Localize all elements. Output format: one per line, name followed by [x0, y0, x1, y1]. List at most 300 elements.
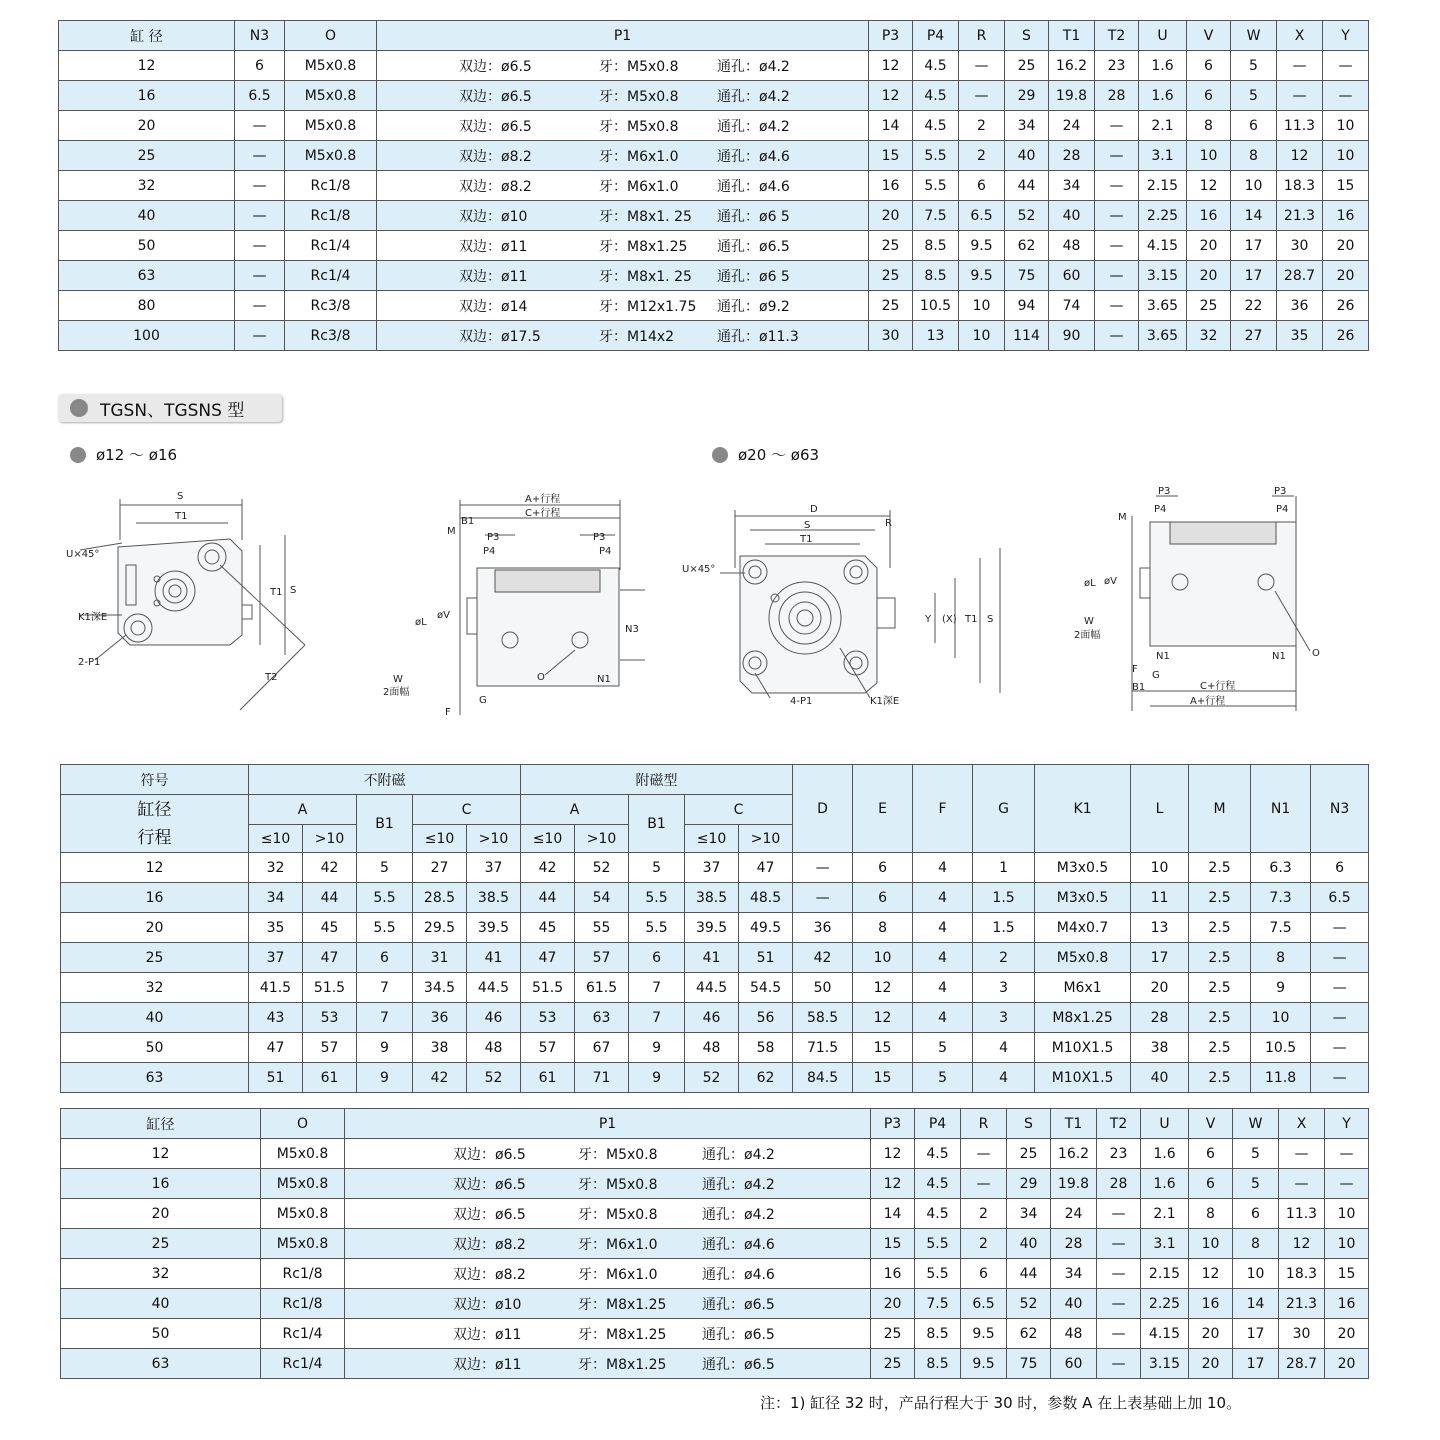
table-header-row: [61, 1109, 1369, 1139]
cell-p1: [345, 1139, 871, 1169]
p1-part: 牙：M8x1. 25: [599, 208, 692, 225]
table-cell: 20: [1325, 1349, 1369, 1379]
table-cell: 3.1: [1141, 1229, 1189, 1259]
p1-part: 牙：M8x1.25: [578, 1356, 667, 1373]
table-cell: 34: [1051, 1259, 1097, 1289]
table-row: [61, 853, 1369, 883]
dim-label: F: [1132, 664, 1138, 675]
table-cell: 7: [357, 1003, 413, 1033]
cell-p1: [377, 141, 869, 171]
table-cell: 24: [1049, 111, 1095, 141]
table-cell: 2.15: [1139, 171, 1187, 201]
p1-part: 通孔：ø6.5: [702, 1356, 775, 1373]
dim-label: U×45°: [682, 564, 716, 575]
p1-part: 牙：M6x1.0: [599, 148, 679, 165]
p1-part: 双边：ø6.5: [453, 1146, 526, 1163]
table-cell: 20: [1187, 261, 1231, 291]
table-cell: 94: [1005, 291, 1049, 321]
table-cell: 4.15: [1139, 231, 1187, 261]
table-cell: 50: [61, 1033, 249, 1063]
cell-p1: [345, 1229, 871, 1259]
table-cell: 4.5: [913, 51, 959, 81]
table-cell: 90: [1049, 321, 1095, 351]
table-cell: 25: [1005, 51, 1049, 81]
table-cell: 38: [413, 1033, 467, 1063]
header-cell: O: [261, 1109, 345, 1139]
table-cell: 28: [1097, 1169, 1141, 1199]
table-cell: 75: [1007, 1349, 1051, 1379]
table-cell: —: [1097, 1229, 1141, 1259]
table-cell: 24: [1051, 1199, 1097, 1229]
header-bore-stroke: [61, 795, 249, 853]
table-cell: 28: [1095, 81, 1139, 111]
table-row: [61, 1199, 1369, 1229]
table-cell: —: [1095, 261, 1139, 291]
table-cell: 16: [871, 1259, 915, 1289]
table-cell: 32: [1187, 321, 1231, 351]
table-row: [61, 1063, 1369, 1093]
table-cell: —: [1323, 51, 1369, 81]
table-cell: 17: [1233, 1319, 1279, 1349]
table-cell: 10: [1251, 1003, 1311, 1033]
table-row: [61, 1349, 1369, 1379]
table-cell: 12: [1277, 141, 1323, 171]
p1-part: 双边：ø14: [459, 298, 528, 315]
drawing-side-large: [1070, 486, 1340, 716]
cell-p1: [377, 291, 869, 321]
table-stroke-dimensions: [60, 764, 1369, 1093]
table-cell: 5: [913, 1063, 973, 1093]
table-cell: —: [1097, 1319, 1141, 1349]
table-row: [59, 291, 1369, 321]
table-cell: 40: [1005, 141, 1049, 171]
table-cell: 36: [413, 1003, 467, 1033]
table-cell: 42: [793, 943, 853, 973]
p1-part: 通孔：ø4.2: [717, 58, 790, 75]
p1-part: 通孔：ø4.2: [702, 1146, 775, 1163]
table-cell: 22: [1231, 291, 1277, 321]
table-cell: 63: [575, 1003, 629, 1033]
header-cell: W: [1231, 21, 1277, 51]
table-cell: 74: [1049, 291, 1095, 321]
cell-p1: [377, 231, 869, 261]
dim-label: 2面幅: [383, 687, 410, 698]
table-cell: 10: [959, 321, 1005, 351]
cell-p1: [345, 1199, 871, 1229]
table-row: [59, 261, 1369, 291]
table-cell: 6: [235, 51, 285, 81]
table-cell: 7.5: [915, 1289, 961, 1319]
p1-part: 通孔：ø9.2: [717, 298, 790, 315]
dim-label: W: [393, 674, 403, 685]
table-cell: 5.5: [357, 913, 413, 943]
table-cell: 2.25: [1141, 1289, 1189, 1319]
table-cell: 7.5: [913, 201, 959, 231]
table-cell: 14: [1231, 201, 1277, 231]
table-cell: 20: [869, 201, 913, 231]
table-cell: 25: [61, 1229, 261, 1259]
table-cell: 26: [1323, 321, 1369, 351]
table-cell: 10: [1131, 853, 1189, 883]
table-cell: 17: [1131, 943, 1189, 973]
table-cell: 40: [1007, 1229, 1051, 1259]
header-cell: R: [959, 21, 1005, 51]
cell-p1: [377, 261, 869, 291]
header-stroke: 行程: [137, 827, 172, 848]
table-cell: 44.5: [685, 973, 739, 1003]
section-title: TGSN、TGSNS 型: [100, 400, 245, 421]
table-cell: 12: [1279, 1229, 1325, 1259]
p1-part: 双边：ø6.5: [453, 1176, 526, 1193]
table-cell: M5x0.8: [261, 1139, 345, 1169]
dim-label: (X): [942, 614, 957, 625]
table-cell: 47: [303, 943, 357, 973]
table-cell: 1.5: [973, 883, 1035, 913]
table-row: [61, 943, 1369, 973]
table-cell: 1.5: [973, 913, 1035, 943]
table-header-row: [59, 21, 1369, 51]
table-cell: 21.3: [1279, 1289, 1325, 1319]
table-cell: 10: [1189, 1229, 1233, 1259]
table-cell: 6.5: [235, 81, 285, 111]
table-row: [59, 171, 1369, 201]
table-cell: 9: [629, 1033, 685, 1063]
table-cell: 4.5: [915, 1139, 961, 1169]
table-cell: 4: [913, 883, 973, 913]
header-B1-nomag: B1: [357, 795, 413, 853]
table-cell: M10X1.5: [1035, 1063, 1131, 1093]
table-cell: 1.6: [1141, 1169, 1189, 1199]
table-cell: 6: [1311, 853, 1369, 883]
p1-part: 双边：ø6.5: [459, 88, 532, 105]
dim-label: N3: [625, 624, 639, 635]
dim-label: N1: [1156, 651, 1170, 662]
table-cell: 49.5: [739, 913, 793, 943]
table-cell: 48: [1051, 1319, 1097, 1349]
table-cell: —: [1311, 1033, 1369, 1063]
table-cell: 44: [1007, 1259, 1051, 1289]
header-cell: W: [1233, 1109, 1279, 1139]
table-cell: 19.8: [1051, 1169, 1097, 1199]
table-cell: 11.3: [1279, 1199, 1325, 1229]
p1-part: 通孔：ø4.2: [717, 118, 790, 135]
p1-part: 通孔：ø6 5: [717, 208, 790, 225]
table-cell: 51: [249, 1063, 303, 1093]
table-cell: 6: [1189, 1169, 1233, 1199]
dim-label: R: [885, 518, 892, 529]
table-cell: 12: [869, 51, 913, 81]
table-cell: 9: [1251, 973, 1311, 1003]
table-cell: 3.65: [1139, 291, 1187, 321]
table-row: [61, 1229, 1369, 1259]
table-row: [61, 973, 1369, 1003]
table-cell: 20: [61, 913, 249, 943]
table-cell: —: [1095, 231, 1139, 261]
table-cell: 16: [1189, 1289, 1233, 1319]
table-cell: 8: [1187, 111, 1231, 141]
table-cell: 57: [521, 1033, 575, 1063]
header-cell: P4: [913, 21, 959, 51]
table-cell: 3: [973, 1003, 1035, 1033]
table-cell: 2: [973, 943, 1035, 973]
table-cell: 42: [413, 1063, 467, 1093]
table-cell: —: [1323, 81, 1369, 111]
dim-label: K1深E: [870, 696, 900, 707]
table-cell: 2.1: [1141, 1199, 1189, 1229]
table-cell: 61: [303, 1063, 357, 1093]
p1-part: 通孔：ø4.6: [702, 1266, 775, 1283]
table-cell: 5.5: [915, 1259, 961, 1289]
table-cell: 63: [61, 1063, 249, 1093]
table-row: [61, 1289, 1369, 1319]
table-row: [61, 1319, 1369, 1349]
table-cell: 47: [249, 1033, 303, 1063]
table-cell: 8.5: [915, 1319, 961, 1349]
table-cell: 6: [1189, 1139, 1233, 1169]
dim-label: K1深E: [78, 612, 108, 623]
table-cell: Rc3/8: [285, 321, 377, 351]
header-le10: ≤10: [685, 825, 739, 853]
header-cell: T2: [1095, 21, 1139, 51]
table-cell: 28: [1051, 1229, 1097, 1259]
table-cell: —: [235, 171, 285, 201]
table-row: [61, 913, 1369, 943]
table-cell: 5: [1233, 1139, 1279, 1169]
table-cell: 5.5: [915, 1229, 961, 1259]
table-cell: 114: [1005, 321, 1049, 351]
p1-part: 通孔：ø4.2: [717, 88, 790, 105]
table-cell: 2.1: [1139, 111, 1187, 141]
table-cell: 3.1: [1139, 141, 1187, 171]
table-cell: 9: [629, 1063, 685, 1093]
table-cell: M3x0.5: [1035, 883, 1131, 913]
header-cell: P1: [345, 1109, 871, 1139]
table-cell: 8.5: [915, 1349, 961, 1379]
p1-part: 通孔：ø6.5: [702, 1296, 775, 1313]
dim-label: M: [447, 526, 456, 537]
table-cell: 25: [1187, 291, 1231, 321]
table-cell: 4: [913, 853, 973, 883]
table-cell: 9: [357, 1063, 413, 1093]
table-cell: —: [1311, 973, 1369, 1003]
table-cell: —: [961, 1139, 1007, 1169]
table-cell: 32: [61, 973, 249, 1003]
table-cell: M5x0.8: [285, 51, 377, 81]
table-cell: 20: [61, 1199, 261, 1229]
table-cell: —: [1279, 1169, 1325, 1199]
table-cell: —: [1095, 201, 1139, 231]
table-cell: 9.5: [961, 1349, 1007, 1379]
table-cell: 2.5: [1189, 853, 1251, 883]
range-text: ø20 ～ ø63: [738, 446, 820, 464]
table-cell: 39.5: [685, 913, 739, 943]
header-M: M: [1189, 765, 1251, 853]
dim-label: G: [479, 695, 487, 706]
table-cell: 3.65: [1139, 321, 1187, 351]
table-cell: 25: [869, 291, 913, 321]
table-cell: 6: [1231, 111, 1277, 141]
table-cell: 28.7: [1277, 261, 1323, 291]
table-cell: 62: [739, 1063, 793, 1093]
table-cell: 4.15: [1141, 1319, 1189, 1349]
table-cell: —: [1279, 1139, 1325, 1169]
table-cell: 41: [467, 943, 521, 973]
header-gt10: >10: [575, 825, 629, 853]
dim-label: W: [1084, 616, 1094, 627]
dim-label: T2: [265, 672, 278, 683]
table-cell: 46: [685, 1003, 739, 1033]
table-cell: 52: [1005, 201, 1049, 231]
table-cell: 20: [1325, 1319, 1369, 1349]
table-cell: 10.5: [913, 291, 959, 321]
p1-part: 双边：ø11: [459, 268, 528, 285]
table-cell: 5: [357, 853, 413, 883]
p1-part: 通孔：ø6.5: [702, 1326, 775, 1343]
table-cell: 16.2: [1049, 51, 1095, 81]
table-cell: 5: [629, 853, 685, 883]
footnote: 注：1) 缸径 32 时，产品行程大于 30 时，参数 A 在上表基础上加 10。: [760, 1394, 1242, 1412]
dim-label: O: [537, 672, 545, 683]
table-cell: 8: [1231, 141, 1277, 171]
cell-p1: [345, 1169, 871, 1199]
table-cell: 7: [629, 973, 685, 1003]
table-cell: —: [1097, 1349, 1141, 1379]
table-cell: 37: [467, 853, 521, 883]
table-cell: 25: [869, 261, 913, 291]
header-bore: 缸径: [137, 799, 172, 820]
table-cell: 8: [853, 913, 913, 943]
table-cell: 6: [1187, 81, 1231, 111]
p1-part: 双边：ø8.2: [453, 1236, 526, 1253]
dim-label: O: [1312, 648, 1320, 659]
table-cell: 51.5: [303, 973, 357, 1003]
table-cell: —: [1095, 141, 1139, 171]
table-cell: 10: [1325, 1199, 1369, 1229]
table-cell: 39.5: [467, 913, 521, 943]
table-cell: 37: [249, 943, 303, 973]
table-row: [59, 81, 1369, 111]
table-cell: 44: [521, 883, 575, 913]
header-le10: ≤10: [249, 825, 303, 853]
table-cell: 60: [1051, 1349, 1097, 1379]
table-cell: 6: [1233, 1199, 1279, 1229]
dim-label: P3: [593, 532, 606, 543]
table-cell: —: [235, 201, 285, 231]
table-cell: 58: [739, 1033, 793, 1063]
dim-label: P3: [1158, 486, 1171, 497]
dim-label: S: [290, 585, 297, 596]
table-cell: Rc1/8: [285, 171, 377, 201]
table-cell: 60: [1049, 261, 1095, 291]
header-C-mag: C: [685, 795, 793, 825]
table-cell: 5: [1233, 1169, 1279, 1199]
table-cell: 28: [1131, 1003, 1189, 1033]
header-A-nomag: A: [249, 795, 357, 825]
table-cell: 8: [1233, 1229, 1279, 1259]
table-cell: M5x0.8: [261, 1199, 345, 1229]
table-cell: 3.15: [1139, 261, 1187, 291]
table-cell: 37: [685, 853, 739, 883]
table-cell: 12: [61, 1139, 261, 1169]
cell-p1: [377, 321, 869, 351]
table-cell: 16: [1325, 1289, 1369, 1319]
dim-label: P4: [483, 546, 496, 557]
table-row: [61, 883, 1369, 913]
table-cell: 40: [61, 1289, 261, 1319]
table-row: [61, 1003, 1369, 1033]
table-cell: M5x0.8: [285, 141, 377, 171]
table-row: [61, 1033, 1369, 1063]
table-row: [61, 1169, 1369, 1199]
table-cell: 9.5: [961, 1319, 1007, 1349]
header-cell: U: [1141, 1109, 1189, 1139]
table-cell: 28.5: [413, 883, 467, 913]
table-cell: 84.5: [793, 1063, 853, 1093]
table-cell: 3: [973, 973, 1035, 1003]
table-cell: 11: [1131, 883, 1189, 913]
table-cell: —: [1097, 1259, 1141, 1289]
table-cell: 14: [871, 1199, 915, 1229]
table-cell: 16: [1187, 201, 1231, 231]
dim-label: M: [1118, 512, 1127, 523]
dim-label: T1: [965, 614, 978, 625]
table-cell: 18.3: [1279, 1259, 1325, 1289]
table-cell: 80: [59, 291, 235, 321]
header-nomag: 不附磁: [249, 765, 521, 795]
header-cell: X: [1277, 21, 1323, 51]
p1-part: 牙：M5x0.8: [599, 88, 679, 105]
p1-part: 双边：ø11: [453, 1356, 522, 1373]
header-N3: N3: [1311, 765, 1369, 853]
dim-label: G: [1152, 670, 1160, 681]
cell-p1: [377, 171, 869, 201]
table-dimensions-bottom: [60, 1108, 1369, 1379]
table-dimensions-top: [58, 20, 1369, 351]
table-row: [61, 1139, 1369, 1169]
table-cell: 10: [959, 291, 1005, 321]
table-cell: 9: [357, 1033, 413, 1063]
dim-label: P4: [1276, 504, 1289, 515]
table-cell: 10.5: [1251, 1033, 1311, 1063]
p1-part: 双边：ø10: [459, 208, 528, 225]
table-cell: 38: [1131, 1033, 1189, 1063]
table-row: [59, 111, 1369, 141]
table-cell: 48.5: [739, 883, 793, 913]
dim-label: 4-P1: [790, 696, 813, 707]
table-cell: 29: [1007, 1169, 1051, 1199]
cell-p1: [377, 81, 869, 111]
p1-part: 牙：M5x0.8: [578, 1146, 658, 1163]
table-cell: 2.5: [1189, 883, 1251, 913]
cell-p1: [377, 51, 869, 81]
table-cell: 35: [1277, 321, 1323, 351]
table-cell: M5x0.8: [261, 1229, 345, 1259]
dim-label: P3: [1274, 486, 1287, 497]
table-cell: 8: [1251, 943, 1311, 973]
table-row: [59, 201, 1369, 231]
table-cell: 34: [249, 883, 303, 913]
table-row: [59, 231, 1369, 261]
table-cell: 44.5: [467, 973, 521, 1003]
table-cell: 8.5: [913, 261, 959, 291]
table-cell: 27: [1231, 321, 1277, 351]
table-cell: 12: [871, 1139, 915, 1169]
table-cell: 61: [521, 1063, 575, 1093]
table-cell: 71: [575, 1063, 629, 1093]
table-cell: —: [1311, 913, 1369, 943]
table-cell: 1.6: [1139, 51, 1187, 81]
table-cell: 41: [685, 943, 739, 973]
